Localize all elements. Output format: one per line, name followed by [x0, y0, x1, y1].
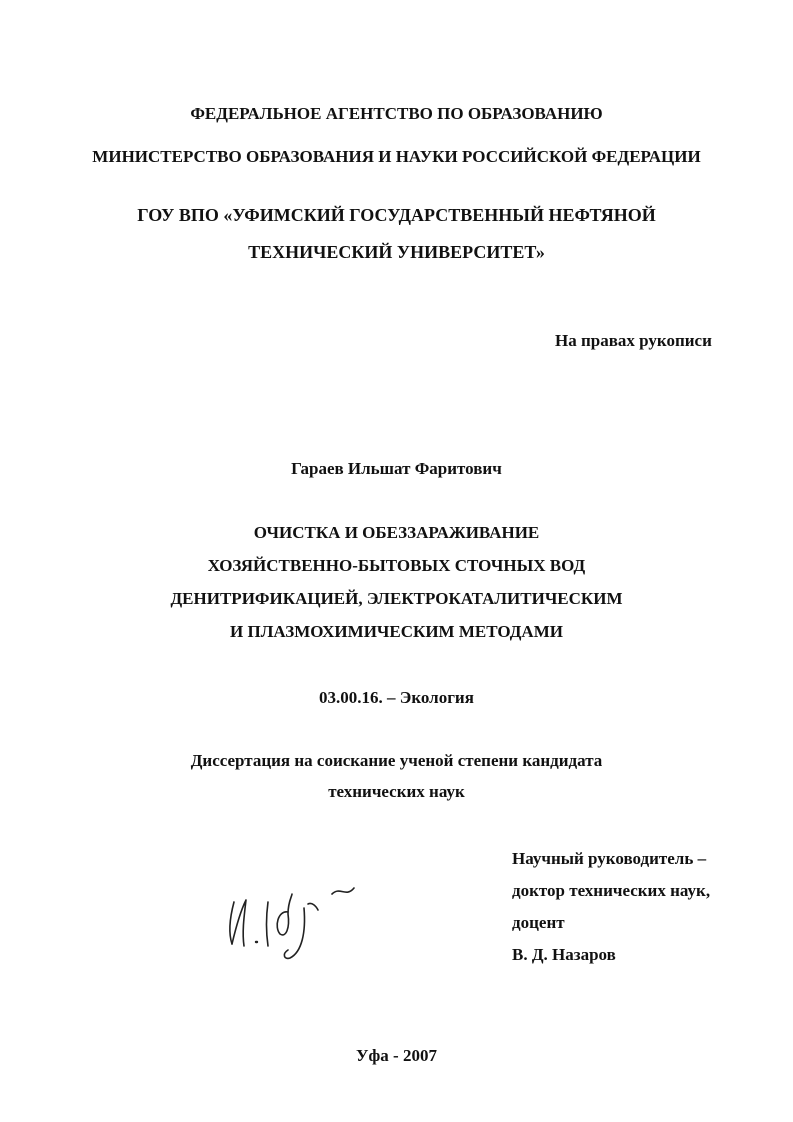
degree-line-1: Диссертация на соискание ученой степени кандидата	[190, 751, 603, 770]
manuscript-note: На правах рукописи	[555, 331, 712, 350]
supervisor-name: В. Д. Назаров	[512, 945, 616, 964]
thesis-title-line-3: ДЕНИТРИФИКАЦИЕЙ, ЭЛЕКТРОКАТАЛИТИЧЕСКИМ	[170, 589, 623, 608]
supervisor-role: Научный руководитель –	[512, 849, 707, 868]
author-name: Гараев Ильшат Фаритович	[291, 459, 502, 478]
university-heading-line-2: ТЕХНИЧЕСКИЙ УНИВЕРСИТЕТ»	[248, 242, 545, 262]
university-heading-line-1: ГОУ ВПО «УФИМСКИЙ ГОСУДАРСТВЕННЫЙ НЕФТЯНОЙ	[137, 205, 656, 225]
agency-heading: ФЕДЕРАЛЬНОЕ АГЕНТСТВО ПО ОБРАЗОВАНИЮ	[190, 104, 603, 123]
thesis-title-line-1: ОЧИСТКА И ОБЕЗЗАРАЖИВАНИЕ	[253, 523, 540, 542]
handwritten-signature	[222, 872, 372, 962]
thesis-title-line-4: И ПЛАЗМОХИМИЧЕСКИМ МЕТОДАМИ	[230, 622, 563, 641]
degree-line-2: технических наук	[328, 782, 465, 801]
supervisor-degree: доктор технических наук,	[512, 881, 711, 900]
ministry-heading: МИНИСТЕРСТВО ОБРАЗОВАНИЯ И НАУКИ РОССИЙСКОЙ ФЕДЕРАЦИИ	[92, 147, 701, 166]
city-year: Уфа - 2007	[356, 1046, 437, 1065]
thesis-title-line-2: ХОЗЯЙСТВЕННО-БЫТОВЫХ СТОЧНЫХ ВОД	[207, 556, 586, 575]
specialty-code: 03.00.16. – Экология	[319, 688, 474, 707]
supervisor-rank: доцент	[512, 913, 565, 932]
